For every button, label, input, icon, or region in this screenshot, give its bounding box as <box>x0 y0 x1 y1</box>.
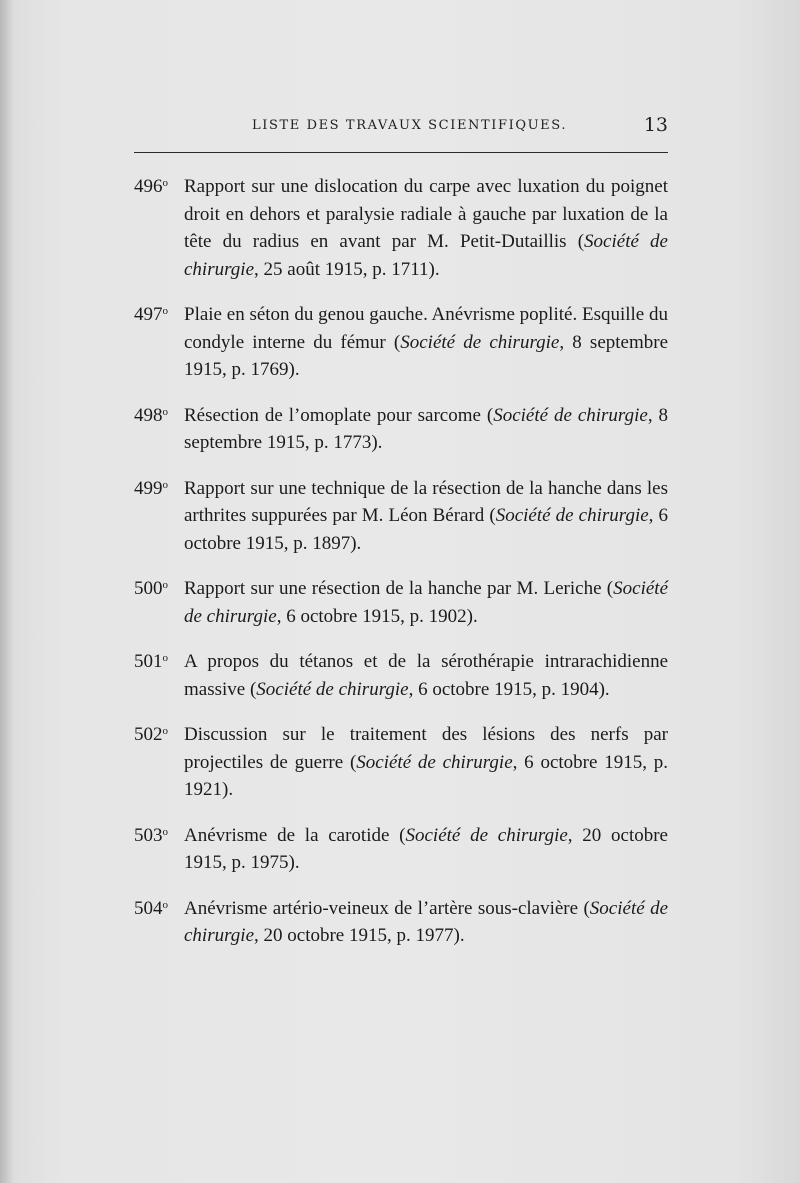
entry-number: 499$^o$ <box>134 477 168 499</box>
entry-journal: Société de chirurgie <box>356 751 513 773</box>
entry-number: 500$^o$ <box>134 578 168 599</box>
entry-number: 498$^o$ <box>134 404 168 426</box>
bibliography-list <box>134 170 668 965</box>
entry-text: A propos du tétanos et de la sérothérapie intrarachidienne massive ( <box>184 651 668 700</box>
entry-journal: Société de chirurgie <box>184 897 668 946</box>
entry-citation: , 6 octobre 1915, p. 1902). <box>276 605 478 627</box>
entry-citation: , 8 septembre 1915, p. 1773). <box>184 404 669 453</box>
bibliography-entry <box>134 472 668 558</box>
bibliography-entry <box>134 892 668 950</box>
header-rule <box>134 152 668 153</box>
entry-text: Anévrisme artério-veineux de l’artère sous-clavière ( <box>184 897 590 919</box>
entry-text: Anévrisme de la carotide ( <box>184 824 406 846</box>
entry-journal: Société de chirurgie <box>493 404 648 426</box>
entry-citation: , 6 octobre 1915, p. 1921). <box>184 751 668 800</box>
entry-citation: , 6 octobre 1915, p. 1904). <box>408 678 610 700</box>
entry-citation: , 20 octobre 1915, p. 1977). <box>254 925 465 946</box>
bibliography-entry <box>134 645 668 703</box>
entry-citation: , 25 août 1915, p. 1711). <box>254 258 440 280</box>
page-header <box>134 114 668 140</box>
entry-journal: Société de chirurgie <box>256 678 409 700</box>
entry-citation: , 20 octobre 1915, p. 1975). <box>184 824 668 873</box>
entry-text: Rapport sur une technique de la résection de la hanche dans les arthrites suppurées par M. Léon Bérard ( <box>184 477 668 526</box>
entry-number: 504$^o$ <box>134 897 168 919</box>
entry-journal: Société de chirurgie <box>400 331 560 353</box>
bibliography-entry <box>134 399 668 457</box>
entry-text: Résection de l’omoplate pour sarcome ( <box>184 404 494 426</box>
entry-number: 502$^o$ <box>134 724 168 745</box>
bibliography-entry <box>134 819 668 877</box>
running-title: LISTE DES TRAVAUX SCIENTIFIQUES. <box>252 118 568 133</box>
entry-text: Rapport sur une dislocation du carpe avec luxation du poignet droit en dehors et paralysie radiale à gauche par luxation de la tête du radius en avant par M. Petit-Dutaillis ( <box>184 176 668 252</box>
entry-journal: Société de chirurgie <box>405 824 568 846</box>
page-number: 13 <box>643 114 668 136</box>
entry-text: Rapport sur une résection de la hanche par M. Leriche ( <box>184 578 614 599</box>
page-edge-shadow <box>0 0 14 1183</box>
bibliography-entry <box>134 298 668 384</box>
entry-text: Plaie en séton du genou gauche. Anévrisme poplité. Esquille du condyle interne du fémur ( <box>184 304 668 353</box>
entry-number: 501$^o$ <box>134 651 168 672</box>
entry-journal: Société de chirurgie <box>184 231 668 280</box>
entry-citation: , 6 octobre 1915, p. 1897). <box>184 505 669 554</box>
entry-number: 496$^o$ <box>134 176 168 197</box>
entry-citation: , 8 septembre 1915, p. 1769). <box>184 331 669 380</box>
entry-journal: Société de chirurgie <box>495 505 649 526</box>
entry-number: 503$^o$ <box>134 824 168 846</box>
entry-journal: Société de chirurgie <box>184 578 668 627</box>
bibliography-entry <box>134 572 668 630</box>
bibliography-entry <box>134 170 668 283</box>
bibliography-entry <box>134 718 668 804</box>
entry-text: Discussion sur le traitement des lésions des nerfs par projectiles de guerre ( <box>184 724 668 773</box>
entry-number: 497$^o$ <box>134 304 168 325</box>
